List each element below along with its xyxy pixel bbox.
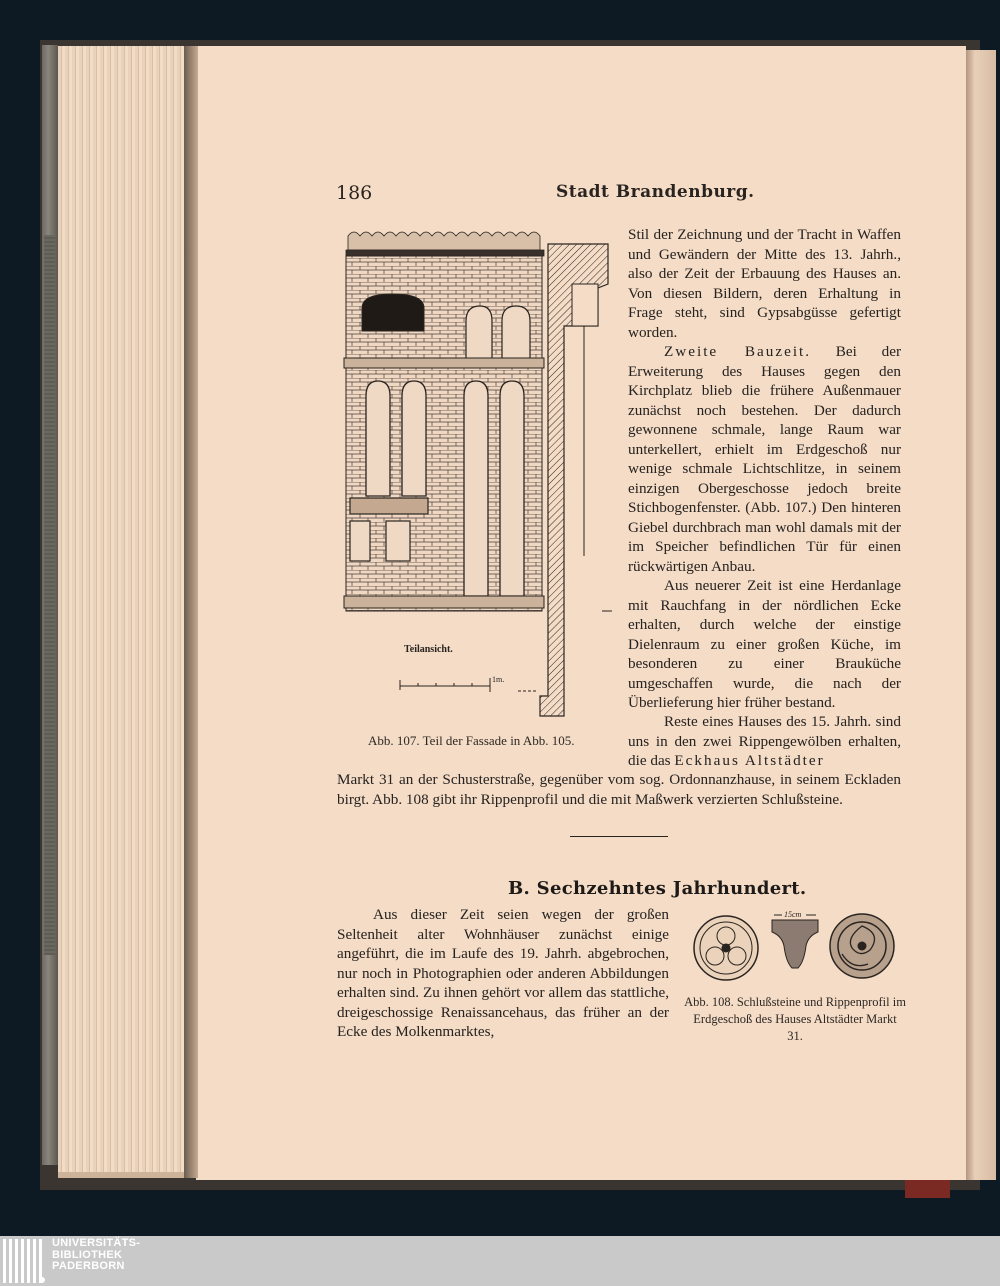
rib-profile	[772, 910, 818, 968]
keystone-left	[694, 916, 758, 980]
paragraph-reste	[628, 712, 901, 771]
cloth-binding	[44, 235, 55, 955]
section-heading: B. Sechzehntes Jahrhundert.	[508, 878, 807, 899]
page-number: 186	[336, 182, 373, 204]
book-cover-spine	[42, 45, 58, 1165]
paragraph-body: Bei der Erweiterung des Hauses gegen den Kirchplatz blieb die frühere Außenmauer zunächst noch bestehen. Der dadurch gewonnene schmale, lange Raum war unterkellert, erhielt im Erdgeschoß nur wenige schmale Lichtschlitze, in seinem einzigen Obergeschosse jedoch breite Stichbogenfenster. (Abb. 107.) Den hinteren Giebel durchbrach man wohl damals mit der im Speicher befindlichen Tür für einen rückwärtigen Anbau.	[628, 343, 901, 575]
figure-108-caption: Abb. 108. Schlußsteine und Rippenprofil im Erdgeschoß des Hauses Altstädter Markt 31.	[684, 995, 906, 1043]
library-footer	[0, 1236, 1000, 1286]
library-logo-text	[52, 1238, 140, 1273]
figure-107-caption: Abb. 107. Teil der Fassade in Abb. 105.	[368, 733, 575, 748]
paragraph-reste-end: Markt 31 an der Schusterstraße, gegenüber vom sog. Ordonnanzhause, in seinem Eckladen birgt. Abb. 108 gibt ihr Rippenprofil und die mit Maßwerk verzierten Schlußsteine.	[337, 771, 901, 808]
paragraph-reste-continued	[337, 770, 901, 809]
rib-scale-label: 15cm	[784, 910, 802, 919]
paragraph: Stil der Zeichnung und der Tracht in Waffen und Gewändern der Mitte des 13. Jahrh., also der Zeit der Erbauung des Hauses an. Von diesen Bildern, deren Erhaltung in Frage steht, sind Gypsabgüsse gefertigt worden.	[628, 226, 901, 341]
spaced-heading: Zweite Bauzeit.	[664, 343, 812, 360]
keystone-right	[830, 914, 894, 978]
scale-label: 1m.	[492, 675, 505, 684]
section-divider	[570, 836, 668, 837]
roof-tiles	[346, 232, 544, 256]
page-gutter	[184, 46, 198, 1178]
paragraph-reste-start: Reste eines Hauses des 15. Jahrh. sind uns in den zwei Rippengewölben erhalten, die das	[628, 713, 901, 769]
paragraph: Aus neuerer Zeit ist eine Herdanlage mit Rauchfang in der nördlichen Ecke erhalten, durch welche der einstige Dielenraum zu einer großen Küche, im besonderen zu einer Brauküche umgeschaffen wurde, die nach der Überlieferung hier früher bestand.	[628, 577, 901, 711]
logo-line: BIBLIOTHEK	[52, 1248, 123, 1261]
page-edges	[58, 46, 186, 1178]
logo-line: UNIVERSITÄTS-	[52, 1237, 141, 1249]
spaced-address: Eckhaus Altstädter	[674, 752, 825, 769]
logo-line: PADERBORN	[52, 1260, 125, 1272]
library-logo-icon	[0, 1236, 48, 1286]
figure-inner-label: Teilansicht.	[404, 644, 453, 655]
paragraph: Aus dieser Zeit seien wegen der großen Seltenheit alter Wohnhäuser zunächst einige angeführt, die im Laufe des 19. Jahrh. abgebrochen, nur noch in Photographien oder anderen Abbildungen erhalten sind. Zu ihnen gehört vor allem das stattliche, dreigeschossige Renaissancehaus, das früher an der Ecke des Molkenmarktes,	[337, 906, 669, 1040]
keystones-figure	[692, 908, 902, 986]
section-text	[337, 905, 669, 1042]
upper-arch-window	[362, 294, 424, 331]
facade-drawing-figure	[340, 226, 612, 724]
right-column-text	[628, 225, 901, 713]
running-title: Stadt Brandenburg.	[556, 182, 755, 202]
facing-page-edge	[966, 50, 996, 1180]
paragraph	[628, 342, 901, 576]
